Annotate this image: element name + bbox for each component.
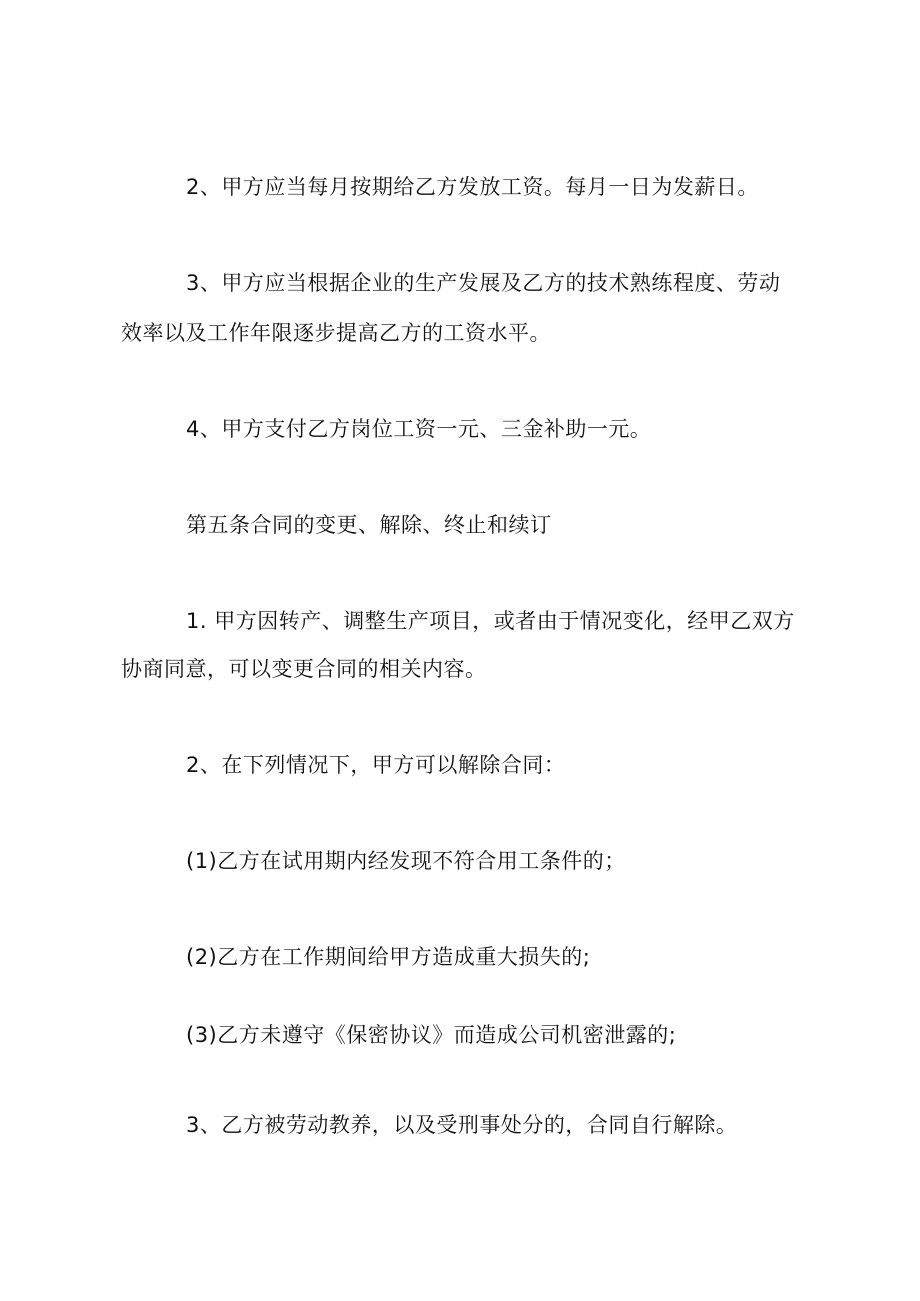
paragraph-contract-change-line1: 1. 甲方因转产、调整生产项目，或者由于情况变化，经甲乙双方 [186,609,795,633]
paragraph-termination-intro: 2、在下列情况下，甲方可以解除合同： [186,753,566,777]
paragraph-salary-raise-line2: 效率以及工作年限逐步提高乙方的工资水平。 [121,321,551,345]
list-item-major-loss: (2)乙方在工作期间给甲方造成重大损失的; [186,945,591,969]
paragraph-automatic-termination: 3、乙方被劳动教养，以及受刑事处分的，合同自行解除。 [186,1113,738,1137]
paragraph-salary-date: 2、甲方应当每月按期给乙方发放工资。每月一日为发薪日。 [186,175,759,199]
paragraph-wage-amount: 4、甲方支付乙方岗位工资一元、三金补助一元。 [186,417,652,441]
paragraph-contract-change-line2: 协商同意，可以变更合同的相关内容。 [121,657,487,681]
section-heading-article5: 第五条合同的变更、解除、终止和续订 [186,513,552,537]
paragraph-salary-raise-line1: 3、甲方应当根据企业的生产发展及乙方的技术熟练程度、劳动 [186,271,781,295]
list-item-probation: (1)乙方在试用期内经发现不符合用工条件的； [186,849,626,873]
list-item-confidentiality: (3)乙方未遵守《保密协议》而造成公司机密泄露的; [186,1023,677,1047]
